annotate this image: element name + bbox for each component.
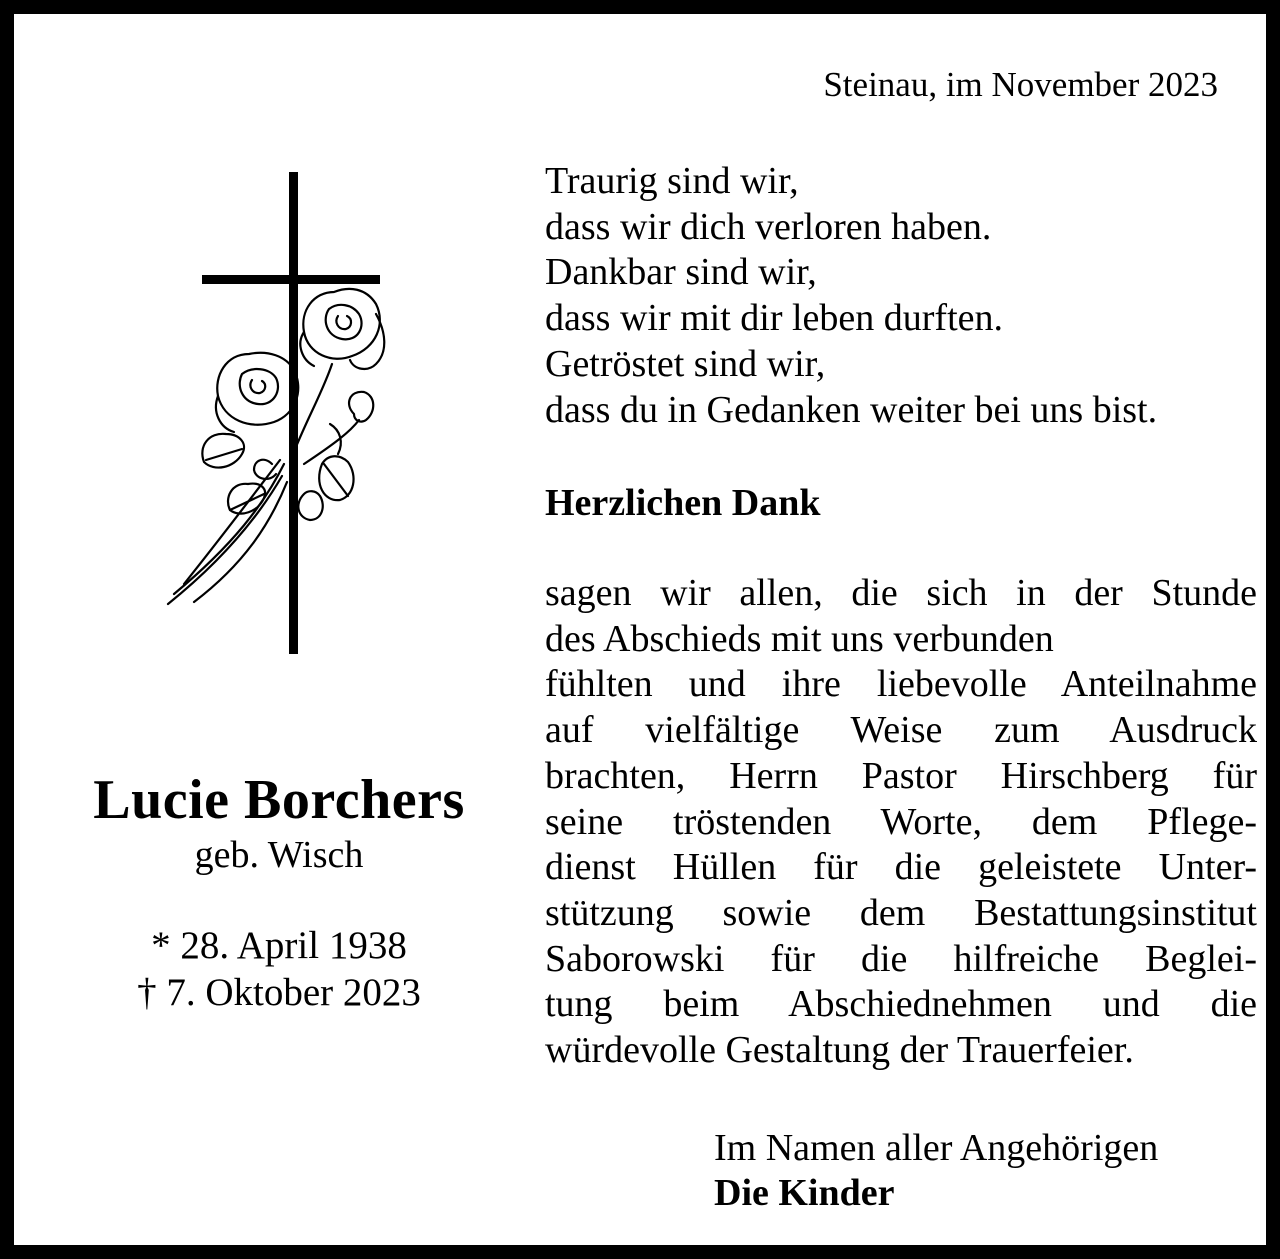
poem-line: dass du in Gedanken weiter bei uns bist. bbox=[545, 388, 1158, 431]
maiden-name: geb. Wisch bbox=[194, 834, 364, 876]
thanks-heading: Herzlichen Dank bbox=[545, 482, 821, 524]
signature-line: Im Namen aller Angehörigen bbox=[714, 1127, 1159, 1169]
poem-line: Dankbar sind wir, bbox=[545, 251, 817, 294]
thanks-text bbox=[545, 571, 1257, 1074]
birth-date: * 28. April 1938 bbox=[151, 924, 407, 967]
thanks-line: tung beim Abschiednehmen und die bbox=[545, 983, 1257, 1026]
poem bbox=[545, 159, 1157, 433]
poem-line: dass wir dich verloren haben. bbox=[545, 205, 992, 248]
thanks-line: seine tröstenden Worte, dem Pflege- bbox=[545, 800, 1257, 843]
thanks-line: würdevolle Gestaltung der Trauerfeier. bbox=[545, 1029, 1134, 1072]
thanks-line: auf vielfältige Weise zum Ausdruck bbox=[545, 709, 1257, 752]
thanks-line: dienst Hüllen für die geleistete Unter- bbox=[545, 846, 1257, 889]
death-date: † 7. Oktober 2023 bbox=[137, 971, 421, 1014]
poem-line: Getröstet sind wir, bbox=[545, 342, 826, 385]
poem-line: dass wir mit dir leben durften. bbox=[545, 297, 1004, 340]
life-dates bbox=[54, 922, 504, 1016]
signature-names: Die Kinder bbox=[714, 1172, 895, 1214]
thanks-line: Saborowski für die hilfreiche Beglei- bbox=[545, 937, 1257, 980]
thanks-line: fühlten und ihre liebevolle Anteilnahme bbox=[545, 663, 1257, 706]
thanks-line: sagen wir allen, die sich in der Stunde bbox=[545, 572, 1257, 614]
place-and-date: Steinau, im November 2023 bbox=[823, 65, 1218, 104]
poem-line: Traurig sind wir, bbox=[545, 160, 799, 202]
thanks-line: brachten, Herrn Pastor Hirschberg für bbox=[545, 754, 1257, 797]
thanks-line: des Abschieds mit uns verbunden bbox=[545, 617, 1054, 660]
signature bbox=[714, 1126, 1158, 1216]
thanks-line: stützung sowie dem Bestattungsinstitut bbox=[545, 891, 1257, 934]
deceased-name: Lucie Borchers bbox=[93, 769, 465, 831]
cross-with-roses-icon bbox=[154, 164, 404, 664]
